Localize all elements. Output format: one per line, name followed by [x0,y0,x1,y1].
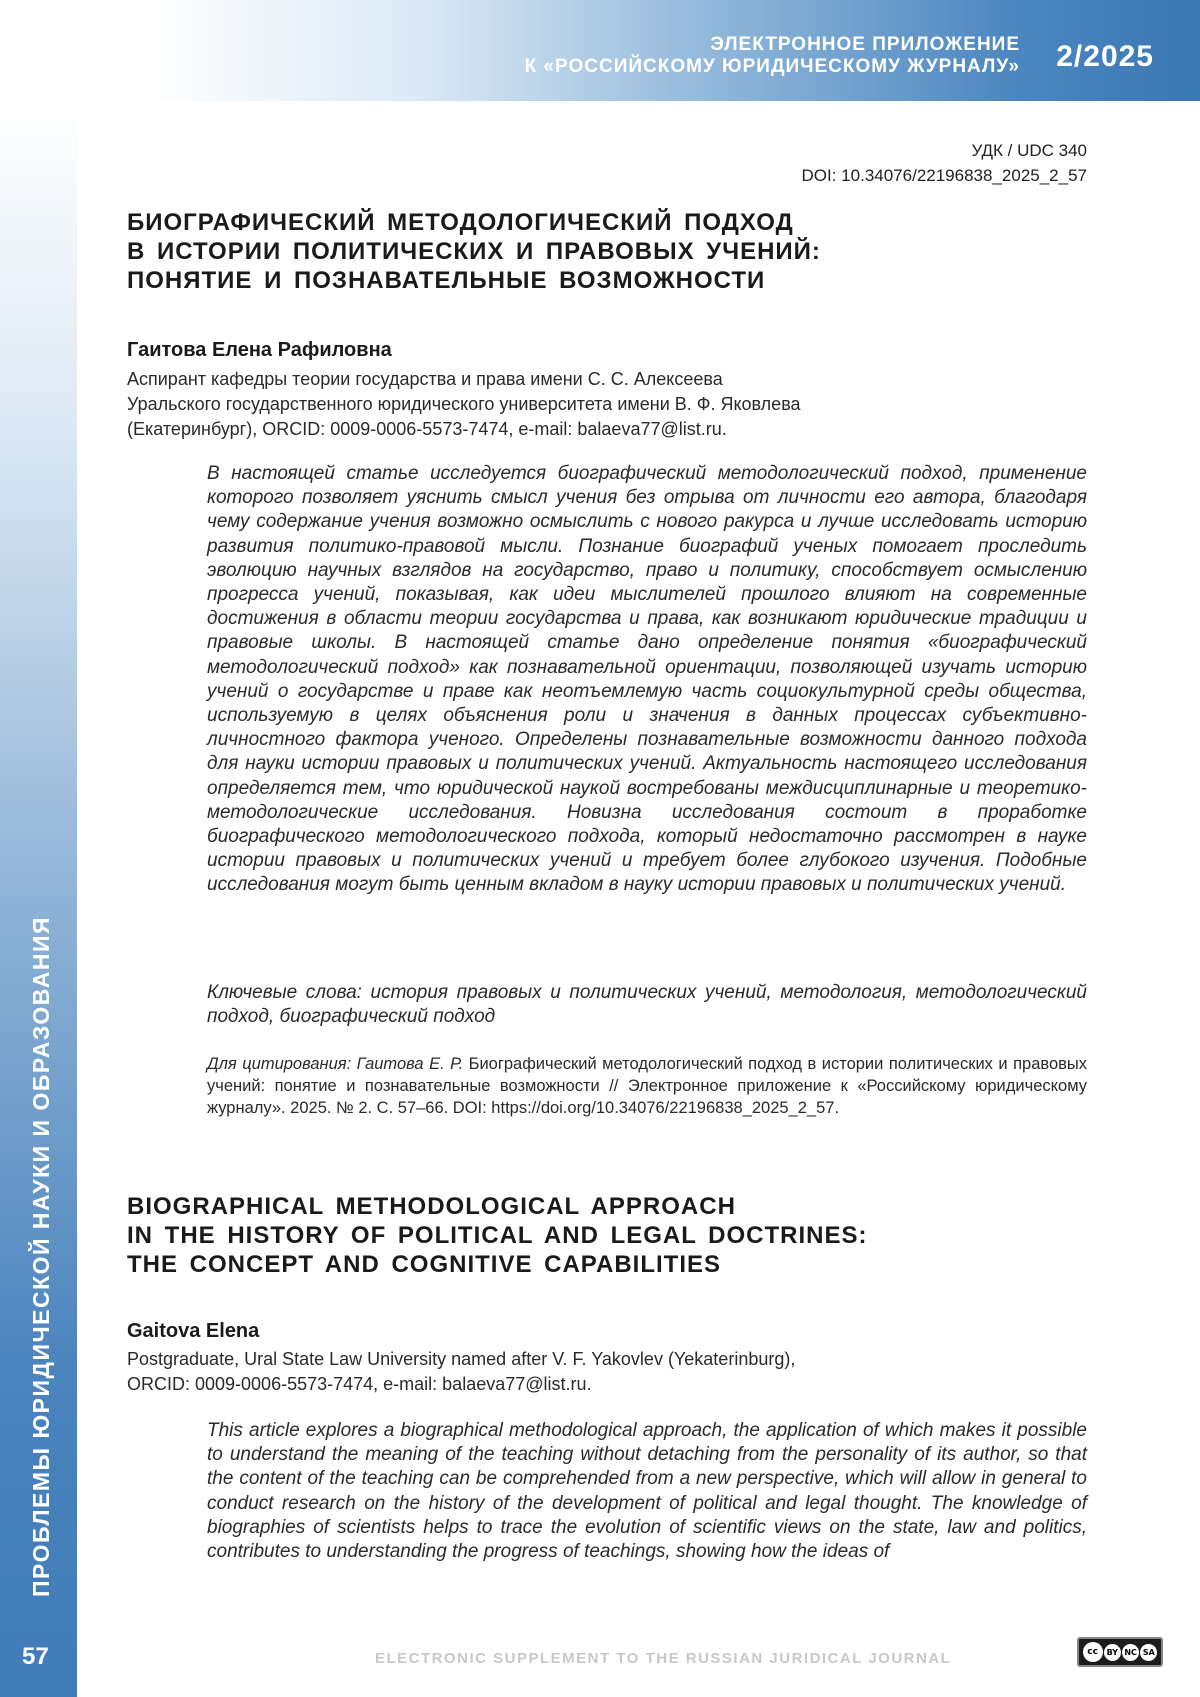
ru-affiliation-line: (Екатеринбург), ORCID: 0009-0006-5573-7474, e-mail: balaeva77@list.ru. [127,417,1087,442]
ru-affiliation-line: Аспирант кафедры теории государства и права имени С. С. Алексеева [127,367,1087,392]
cc-license-badge[interactable] [1077,1637,1163,1667]
journal-title-line1: ЭЛЕКТРОННОЕ ПРИЛОЖЕНИЕ [525,34,1020,56]
ru-title [127,208,1027,295]
section-title: ПРОБЛЕМЫ ЮРИДИЧЕСКОЙ НАУКИ И ОБРАЗОВАНИЯ [26,697,56,1597]
page-number: 57 [22,1643,49,1671]
journal-title [525,34,1020,78]
en-title [127,1192,1027,1279]
by-icon: BY [1104,1644,1121,1661]
nc-icon: NC [1122,1644,1139,1661]
ru-author: Гаитова Елена Рафиловна [127,339,392,362]
ru-abstract: В настоящей статье исследуется биографический методологический подход, применение которого позволяет уяснить смысл учения без отрыва от личности его автора, благодаря чему содержание учения возможно осмыслить с нового ракурса и лучше исследовать историю развития политико-правовой мысли. Познание биографий ученых помогает проследить эволюцию научных взглядов на государство, право и политику, способствует осмыслению прогресса учений, показывая, как идеи мыслителей прошлого влияют на современные достижения в области теории государства и права, как возникают юридические традиции и правовые школы. В настоящей статье дано определение понятия «биографический методологический подход» как познавательной ориентации, позволяющей изучать историю учений о государстве и праве как неотъемлемую часть социокультурной среды общества, используемую в целях объяснения роли и значения в данных процессах субъективно-личностного фактора ученого. Определены познавательные возможности данного подхода для науки истории правовых и политических учений. Актуальность настоящего исследования определяется тем, что юридической наукой востребованы междисциплинарные и теоретико-методологические исследования. Новизна исследования состоит в проработке биографического методологического подхода, который недостаточно рассмотрен в науке истории правовых и политических учений и требует более глубокого изучения. Подобные исследования могут быть ценным вкладом в науку истории правовых и политических учений. [207,462,1087,898]
journal-title-line2: К «РОССИЙСКОМУ ЮРИДИЧЕСКОМУ ЖУРНАЛУ» [525,56,1020,78]
footer-journal: ELECTRONIC SUPPLEMENT TO THE RUSSIAN JURIDICAL JOURNAL [375,1650,951,1667]
ru-title-line: В ИСТОРИИ ПОЛИТИЧЕСКИХ И ПРАВОВЫХ УЧЕНИЙ: [127,237,1027,266]
ru-affiliation-line: Уральского государственного юридического университета имени В. Ф. Яковлева [127,392,1087,417]
en-abstract: This article explores a biographical methodological approach, the application of which makes it possible to understand the meaning of the teaching without detaching from the personality of its author, so that the content of the teaching can be comprehended from a new perspective, which will allow in general to conduct research on the history of the development of political and legal thought. The knowledge of biographies of scientists helps to trace the evolution of scientific views on the state, law and politics, contributes to understanding the progress of teachings, showing how the ideas of [207,1419,1087,1564]
citation-body: Биографический методологический подход в истории политических и правовых учений: понятие и познавательные возможности // Электронное приложение к «Российскому юридическому журналу». 2025. № 2. С. 57–66. DOI: https://doi.org/10.34076/22196838_2025_2_57. [207,1055,1087,1117]
en-affiliation [127,1347,1087,1397]
ru-affiliation [127,367,1087,442]
citation-lead: Для цитирования: Гаитова Е. Р. [207,1055,463,1073]
en-author: Gaitova Elena [127,1320,259,1343]
article-meta [802,138,1087,188]
sa-icon: SA [1140,1644,1157,1661]
ru-title-line: БИОГРАФИЧЕСКИЙ МЕТОДОЛОГИЧЕСКИЙ ПОДХОД [127,208,1027,237]
udc: УДК / UDC 340 [802,138,1087,163]
en-affiliation-line: ORCID: 0009-0006-5573-7474, e-mail: balaeva77@list.ru. [127,1372,1087,1397]
doi: DOI: 10.34076/22196838_2025_2_57 [802,163,1087,188]
en-affiliation-line: Postgraduate, Ural State Law University named after V. F. Yakovlev (Yekaterinburg), [127,1347,1087,1372]
ru-citation [207,1053,1087,1119]
ru-keywords: Ключевые слова: история правовых и политических учений, методология, методологический подход, биографический подход [207,981,1087,1029]
en-title-line: IN THE HISTORY OF POLITICAL AND LEGAL DOCTRINES: [127,1221,1027,1250]
en-title-line: BIOGRAPHICAL METHODOLOGICAL APPROACH [127,1192,1027,1221]
issue-number: 2/2025 [1056,40,1154,74]
ru-title-line: ПОНЯТИЕ И ПОЗНАВАТЕЛЬНЫЕ ВОЗМОЖНОСТИ [127,266,1027,295]
cc-icon: cc [1083,1642,1103,1662]
en-title-line: THE CONCEPT AND COGNITIVE CAPABILITIES [127,1250,1027,1279]
